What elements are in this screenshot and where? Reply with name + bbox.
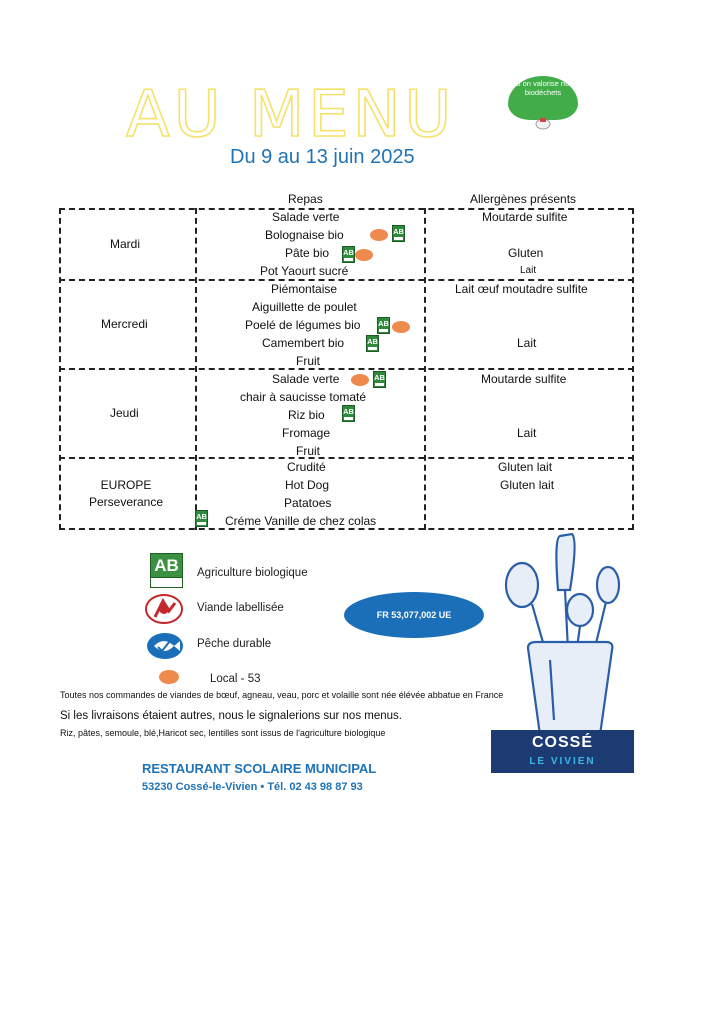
ab-bio-icon: AB [392,225,405,242]
day-jeudi: Jeudi [110,406,139,420]
day-europe-subtitle: Perseverance [88,495,164,509]
restaurant-address: 53230 Cossé-le-Vivien • Tél. 02 43 98 87 93 [142,781,363,793]
compost-icon [534,116,552,130]
page-title: AU MENU [126,78,456,152]
allergen-text: Gluten lait [498,460,553,474]
ab-logo-icon: AB [150,553,183,586]
menu-item: Patatoes [284,496,332,510]
local-icon [355,249,373,261]
note-deliveries: Si les livraisons étaient autres, nous le signalerions sur nos menus. [60,710,402,722]
ab-bio-icon: AB [366,335,379,352]
menu-item: Fruit [296,354,320,368]
table-divider-horizontal [59,457,634,459]
allergen-text: Lait [517,426,537,440]
menu-item: Fromage [282,426,331,440]
menu-item: Piémontaise [271,282,338,296]
menu-item: Pâte bio [285,246,330,260]
menu-item: Bolognaise bio [265,228,344,242]
allergen-text: Lait [520,265,537,276]
day-europe: EUROPE [100,478,152,492]
note-organic-staples: Riz, pâtes, semoule, blé,Haricot sec, lentilles sont issus de l'agriculture biologique [60,728,386,738]
town-logo-subtext: LE VIVIEN [529,756,596,767]
menu-item: Salade verte [272,372,340,386]
town-logo-text: COSSÉ [531,734,593,751]
allergen-text: Moutarde sulfite [481,372,567,386]
ab-bio-icon: AB [373,371,386,388]
column-header-allergenes: Allergènes présents [470,192,577,206]
ab-bio-icon: AB [342,246,355,263]
menu-item: Créme Vanille de chez colas [225,514,377,528]
menu-item: Camembert bio [262,336,345,350]
menu-item: Crudité [287,460,326,474]
allergen-text: Gluten lait [500,478,555,492]
legend-viande: Viande labellisée [197,602,284,614]
local-icon [392,321,410,333]
menu-item: chair à saucisse tomaté [240,390,367,404]
organic-certification-badge: FR 53,077,002 UE [344,592,484,638]
label-rouge-icon [143,593,185,625]
ab-bio-icon: AB [377,317,390,334]
menu-item: Salade verte [272,210,340,224]
note-meat-origin: Toutes nos commandes de viandes de bœuf, agneau, veau, porc et volaille sont née élévée abbatue en France [60,690,504,700]
menu-dates: Du 9 au 13 juin 2025 [230,146,415,168]
restaurant-name: RESTAURANT SCOLAIRE MUNICIPAL [142,761,377,776]
legend-bio: Agriculture biologique [197,567,308,579]
allergen-text: Gluten [508,246,544,260]
allergen-text: Lait [517,336,537,350]
legend-local: Local - 53 [210,673,261,685]
local-icon [351,374,369,386]
column-header-repas: Repas [288,192,323,206]
biodechets-badge [508,76,578,120]
local-icon [370,229,388,241]
menu-item: Pot Yaourt sucré [260,264,349,278]
menu-item: Aiguillette de poulet [252,300,357,314]
ab-bio-icon: AB [342,405,355,422]
allergen-text: Lait œuf moutadre sulfite [455,282,588,296]
day-mercredi: Mercredi [101,317,148,331]
menu-item: Fruit [296,444,320,458]
menu-item: Riz bio [288,408,325,422]
menu-item: Poelé de légumes bio [245,318,361,332]
table-divider-horizontal [59,279,634,281]
ab-logo-band [150,577,183,588]
allergen-text: Moutarde sulfite [482,210,568,224]
menu-item: Hot Dog [285,478,330,492]
day-mardi: Mardi [110,237,141,251]
ab-bio-icon: AB [195,510,208,527]
badge-text: Ici on valorise nos biodéchets [512,79,574,97]
orange-dot-icon [159,670,179,684]
table-divider-horizontal [59,368,634,370]
legend-peche: Pêche durable [197,638,272,650]
msc-fish-icon [146,632,184,660]
